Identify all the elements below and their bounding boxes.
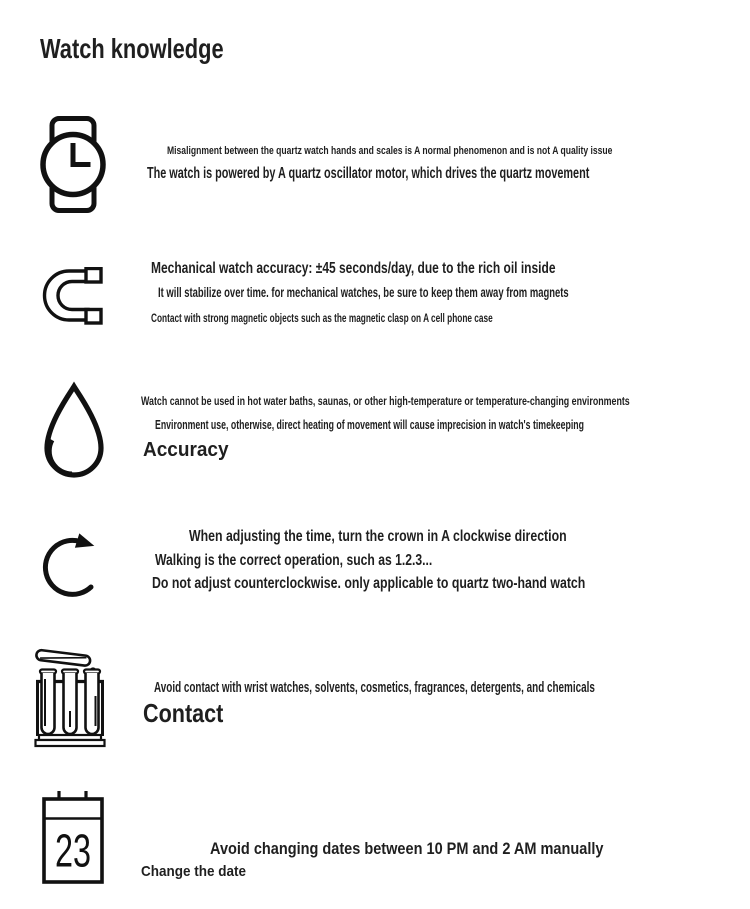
- section-subtitle: Accuracy: [143, 439, 229, 461]
- magnet-icon: [42, 267, 106, 325]
- info-line: Change the date: [141, 863, 247, 880]
- section-subtitle: Contact: [143, 698, 224, 728]
- info-line: Avoid contact with wrist watches, solvents, cosmetics, fragrances, detergents, and chemicals: [154, 679, 595, 696]
- watch-icon: [40, 116, 106, 213]
- info-line: Misalignment between the quartz watch hands and scales is A normal phenomenon and is not A quality issue: [167, 145, 613, 157]
- calendar-icon: [42, 789, 104, 886]
- info-line: The watch is powered by A quartz oscillator motor, which drives the quartz movement: [147, 165, 590, 182]
- info-line: When adjusting the time, turn the crown in A clockwise direction: [189, 528, 567, 545]
- info-line: Watch cannot be used in hot water baths, saunas, or other high-temperature or temperature-changing environments: [141, 396, 630, 408]
- info-line: Do not adjust counterclockwise. only applicable to quartz two-hand watch: [152, 575, 586, 592]
- info-line: Walking is the correct operation, such as 1.2.3...: [155, 552, 433, 569]
- info-line: Avoid changing dates between 10 PM and 2 AM manually: [210, 840, 604, 858]
- page-title: Watch knowledge: [40, 33, 224, 64]
- info-line: Mechanical watch accuracy: ±45 seconds/day, due to the rich oil inside: [151, 260, 556, 277]
- test-tubes-icon: [34, 648, 110, 748]
- info-line: Contact with strong magnetic objects such as the magnetic clasp on A cell phone case: [151, 311, 493, 325]
- clockwise-rotation-icon: [42, 525, 106, 607]
- info-line: It will stabilize over time. for mechanical watches, be sure to keep them away from magnets: [158, 284, 569, 300]
- calendar-day: 23: [55, 824, 91, 877]
- info-line: Environment use, otherwise, direct heating of movement will cause imprecision in watch's timekeeping: [155, 418, 585, 432]
- water-drop-icon: [39, 381, 109, 482]
